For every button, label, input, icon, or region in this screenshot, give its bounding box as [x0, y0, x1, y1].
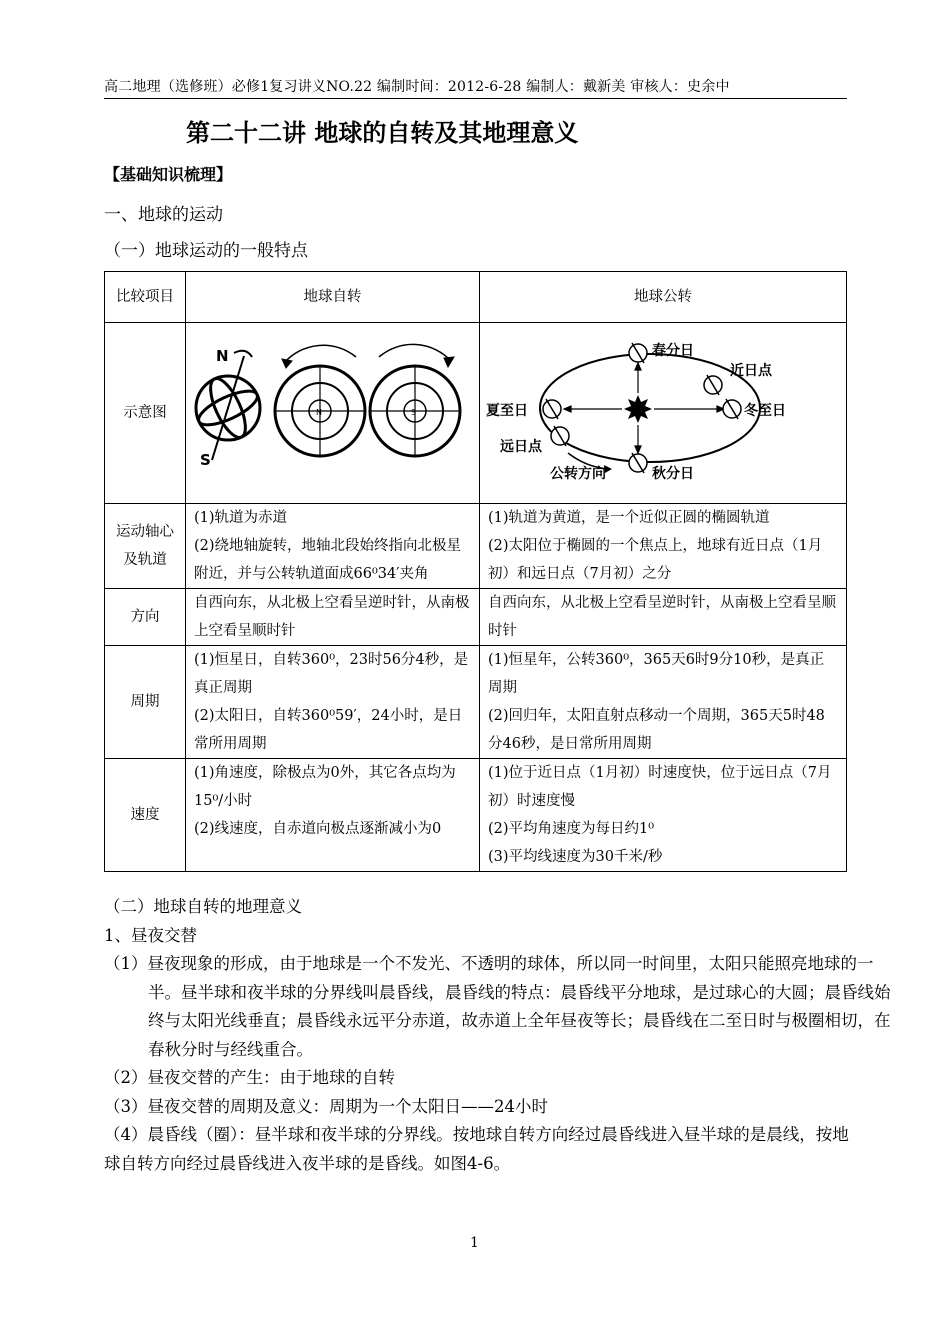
- table-row-speed: [105, 759, 847, 872]
- revolution-speed: [480, 759, 847, 872]
- cell-line: (2)回归年，太阳直射点移动一个周期，365天5时48分46秒，是日常所用周期: [488, 708, 825, 752]
- cell-line: (1)恒星日，自转360⁰，23时56分4秒，是真正周期: [194, 652, 469, 696]
- south-view-label: S: [411, 408, 417, 417]
- label-aphelion: 远日点: [500, 439, 542, 455]
- heading-general-features: （一）地球运动的一般特点: [104, 241, 308, 261]
- row-label-diagram: 示意图: [105, 323, 186, 504]
- globe-north-label: N: [216, 347, 229, 365]
- south-pole-view-icon: [370, 344, 460, 456]
- row-label-period: 周期: [105, 646, 186, 759]
- row-label-speed: 速度: [105, 759, 186, 872]
- revolution-direction: [480, 589, 847, 646]
- cell-line: (1)角速度，除极点为0外，其它各点均为15⁰/小时: [194, 765, 456, 809]
- cell-line: 自西向东，从北极上空看呈逆时针，从南极上空看呈顺时针: [194, 595, 470, 639]
- page-number: 1: [470, 1235, 479, 1251]
- sun-icon: [624, 395, 652, 423]
- cell-line: (2)线速度，自赤道向极点逐渐减小为0: [194, 821, 442, 837]
- page-title: 第二十二讲 地球的自转及其地理意义: [186, 119, 579, 147]
- heading-day-night: 1、昼夜交替: [104, 926, 197, 945]
- paragraph-3: （3）昼夜交替的周期及意义：周期为一个太阳日——24小时: [104, 1097, 548, 1116]
- comparison-table: [104, 271, 847, 872]
- rotation-speed: [186, 759, 480, 872]
- cell-line: (3)平均线速度为30千米/秒: [488, 849, 663, 865]
- label-autumn-equinox: 秋分日: [652, 466, 694, 482]
- cell-line: (2)绕地轴旋转，地轴北段始终指向北极星附近，并与公转轨道面成66⁰34′夹角: [194, 538, 462, 582]
- rotation-axis-orbit: [186, 504, 480, 589]
- table-head-revolution: 地球公转: [480, 272, 847, 323]
- north-view-label: N: [316, 408, 322, 417]
- row-label-axis-orbit: 运动轴心及轨道: [105, 504, 186, 589]
- table-header-row: [105, 272, 847, 323]
- paragraph-1: （1）昼夜现象的形成，由于地球是一个不发光、不透明的球体，所以同一时间里，太阳只能照亮地球的一半。昼半球和夜半球的分界线叫晨昏线，晨昏线的特点：晨昏线平分地球，是过球心的大圆；晨昏线始终与太阳光线垂直；晨昏线永远平分赤道，故赤道上全年昼夜等长；晨昏线在二至日时与极圈相切，在春秋分时与经线重合。: [104, 954, 891, 1059]
- tilted-globe-icon: [194, 351, 261, 460]
- label-winter-solstice: 冬至日: [744, 403, 786, 419]
- revolution-diagram: [480, 323, 837, 493]
- revolution-period: [480, 646, 847, 759]
- table-row-axis-orbit: [105, 504, 847, 589]
- cell-line: 自西向东，从北极上空看呈逆时针，从南极上空看呈顺时针: [488, 595, 836, 639]
- cell-line: (2)平均角速度为每日约1⁰: [488, 821, 655, 837]
- cell-line: (1)恒星年，公转360⁰，365天6时9分10秒，是真正周期: [488, 652, 825, 696]
- cell-line: (1)轨道为赤道: [194, 510, 288, 526]
- cell-line: (1)轨道为黄道，是一个近似正圆的椭圆轨道: [488, 510, 770, 526]
- revolution-diagram-cell: [480, 323, 847, 504]
- cell-line: (1)位于近日点（1月初）时速度快，位于远日点（7月初）时速度慢: [488, 765, 832, 809]
- page-header: 高二地理（选修班）必修1复习讲义NO.22 编制时间：2012-6-28 编制人：戴新美 审核人：史余中: [104, 76, 847, 99]
- table-head-rotation: 地球自转: [186, 272, 480, 323]
- table-row-direction: [105, 589, 847, 646]
- rotation-diagram-cell: [186, 323, 480, 504]
- table-row-diagram: [105, 323, 847, 504]
- section-basic: 【基础知识梳理】: [104, 165, 233, 184]
- table-row-period: [105, 646, 847, 759]
- heading-earth-motion: 一、地球的运动: [104, 205, 223, 225]
- label-summer-solstice: 夏至日: [486, 403, 528, 419]
- label-perihelion: 近日点: [730, 363, 772, 379]
- cell-line: (2)太阳日，自转360⁰59′，24小时，是日常所用周期: [194, 708, 463, 752]
- revolution-axis-orbit: [480, 504, 847, 589]
- globe-south-label: S: [200, 451, 211, 469]
- north-pole-view-icon: [275, 345, 365, 456]
- label-spring-equinox: 春分日: [652, 343, 694, 359]
- rotation-period: [186, 646, 480, 759]
- paragraph-4: （4）晨昏线（圈）：昼半球和夜半球的分界线。按地球自转方向经过晨昏线进入昼半球的是晨线，按地球自转方向经过晨昏线进入夜半球的是昏线。如图4-6。: [104, 1125, 849, 1173]
- cell-line: (2)太阳位于椭圆的一个焦点上，地球有近日点（1月初）和远日点（7月初）之分: [488, 538, 823, 582]
- table-head-item: 比较项目: [105, 272, 186, 323]
- label-revolution-direction: 公转方向: [550, 466, 606, 482]
- heading-geographic-significance: （二）地球自转的地理意义: [104, 897, 302, 916]
- paragraph-2: （2）昼夜交替的产生：由于地球的自转: [104, 1068, 395, 1087]
- rotation-direction: [186, 589, 480, 646]
- row-label-direction: 方向: [105, 589, 186, 646]
- rotation-diagram: [186, 323, 479, 493]
